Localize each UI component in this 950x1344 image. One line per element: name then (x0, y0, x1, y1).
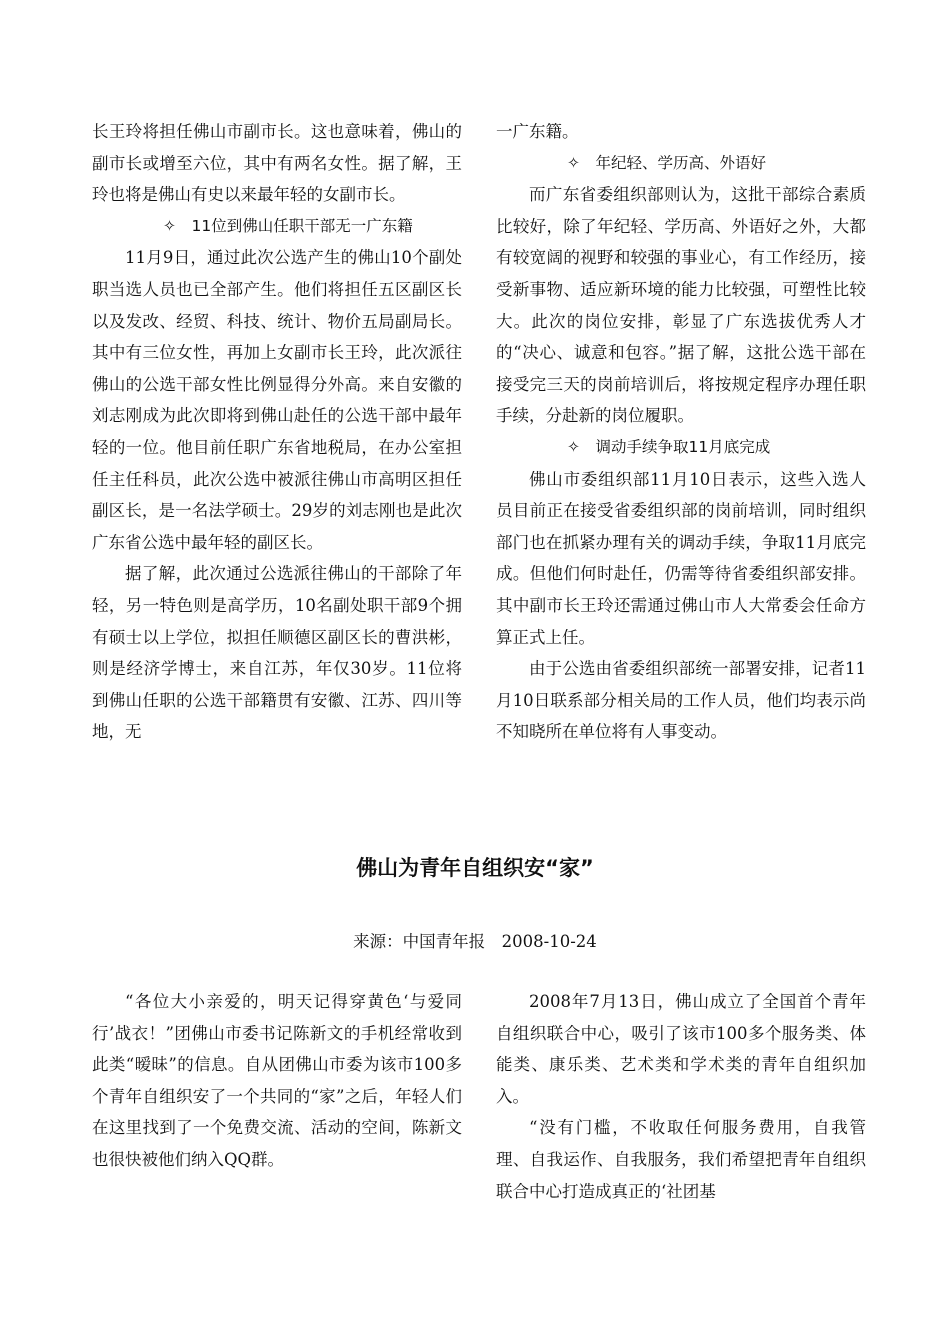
paragraph: 而广东省委组织部则认为，这批干部综合素质比较好，除了年纪轻、学历高、外语好之外，大都有较宽阔的视野和较强的事业心，有工作经历，接受新事物、适应新环境的能力比较强，可塑性比较大。此次的岗位安排，彰显了广东选拔优秀人才的“决心、诚意和包容。”据了解，这批公选干部在接受完三天的岗前培训后，将按规定程序办理任职手续，分赴新的岗位履职。 (496, 185, 866, 426)
section-subheading: ✧ 年纪轻、学历高、外语好 (567, 153, 766, 172)
paragraph: “没有门槛，不收取任何服务费用，自我管理、自我运作、自我服务，我们希望把青年自组织联合中心打造成真正的‘社团基 (496, 1118, 866, 1201)
article1-left-column (92, 116, 462, 748)
paragraph: 2008年7月13日，佛山成立了全国首个青年自组织联合中心，吸引了该市100多个服务类、体能类、康乐类、艺术类和学术类的青年自组织加入。 (496, 992, 866, 1106)
paragraph: 据了解，此次通过公选派往佛山的干部除了年轻，另一特色则是高学历，10名副处职干部9个拥有硕士以上学位，拟担任顺德区副区长的曹洪彬，则是经济学博士，来自江苏，年仅30岁。11位将到佛山任职的公选干部籍贯有安徽、江苏、四川等地，无 (92, 564, 462, 742)
paragraph: 由于公选由省委组织部统一部署安排，记者11月10日联系部分相关局的工作人员，他们均表示尚不知晓所在单位将有人事变动。 (496, 659, 866, 742)
article2-right-column (496, 986, 866, 1207)
paragraph: 一广东籍。 (496, 122, 579, 141)
article-title: 佛山为青年自组织安“家” (356, 856, 594, 880)
section-subheading: ✧ 调动手续争取11月底完成 (567, 437, 771, 456)
article2-left-column (92, 986, 462, 1176)
paragraph: “各位大小亲爱的，明天记得穿黄色‘与爱同行’战衣！”团佛山市委书记陈新文的手机经常收到此类“暧昧”的信息。自从团佛山市委为该市100多个青年自组织安了一个共同的“家”之后，年轻人们在这里找到了一个免费交流、活动的空间，陈新文也很快被他们纳入QQ群。 (92, 992, 462, 1169)
article1-right-column (496, 116, 866, 748)
paragraph: 11月9日，通过此次公选产生的佛山10个副处职当选人员也已全部产生。他们将担任五区副区长以及发改、经贸、科技、统计、物价五局副局长。其中有三位女性，再加上女副市长王玲，此次派往佛山的公选干部女性比例显得分外高。来自安徽的刘志刚成为此次即将到佛山赴任的公选干部中最年轻的一位。他目前任职广东省地税局，在办公室担任主任科员，此次公选中被派往佛山市高明区担任副区长，是一名法学硕士。29岁的刘志刚也是此次广东省公选中最年轻的副区长。 (92, 248, 462, 552)
paragraph: 佛山市委组织部11月10日表示，这些入选人员目前正在接受省委组织部的岗前培训，同时组织部门也在抓紧办理有关的调动手续，争取11月底完成。但他们何时赴任，仍需等待省委组织部安排。其中副市长王玲还需通过佛山市人大常委会任命方算正式上任。 (496, 469, 866, 647)
article-source-line: 来源：中国青年报 2008-10-24 (353, 932, 597, 951)
section-subheading: ✧ 11位到佛山任职干部无一广东籍 (163, 216, 413, 235)
paragraph: 长王玲将担任佛山市副市长。这也意味着，佛山的副市长或增至六位，其中有两名女性。据了解，王玲也将是佛山有史以来最年轻的女副市长。 (92, 122, 462, 205)
